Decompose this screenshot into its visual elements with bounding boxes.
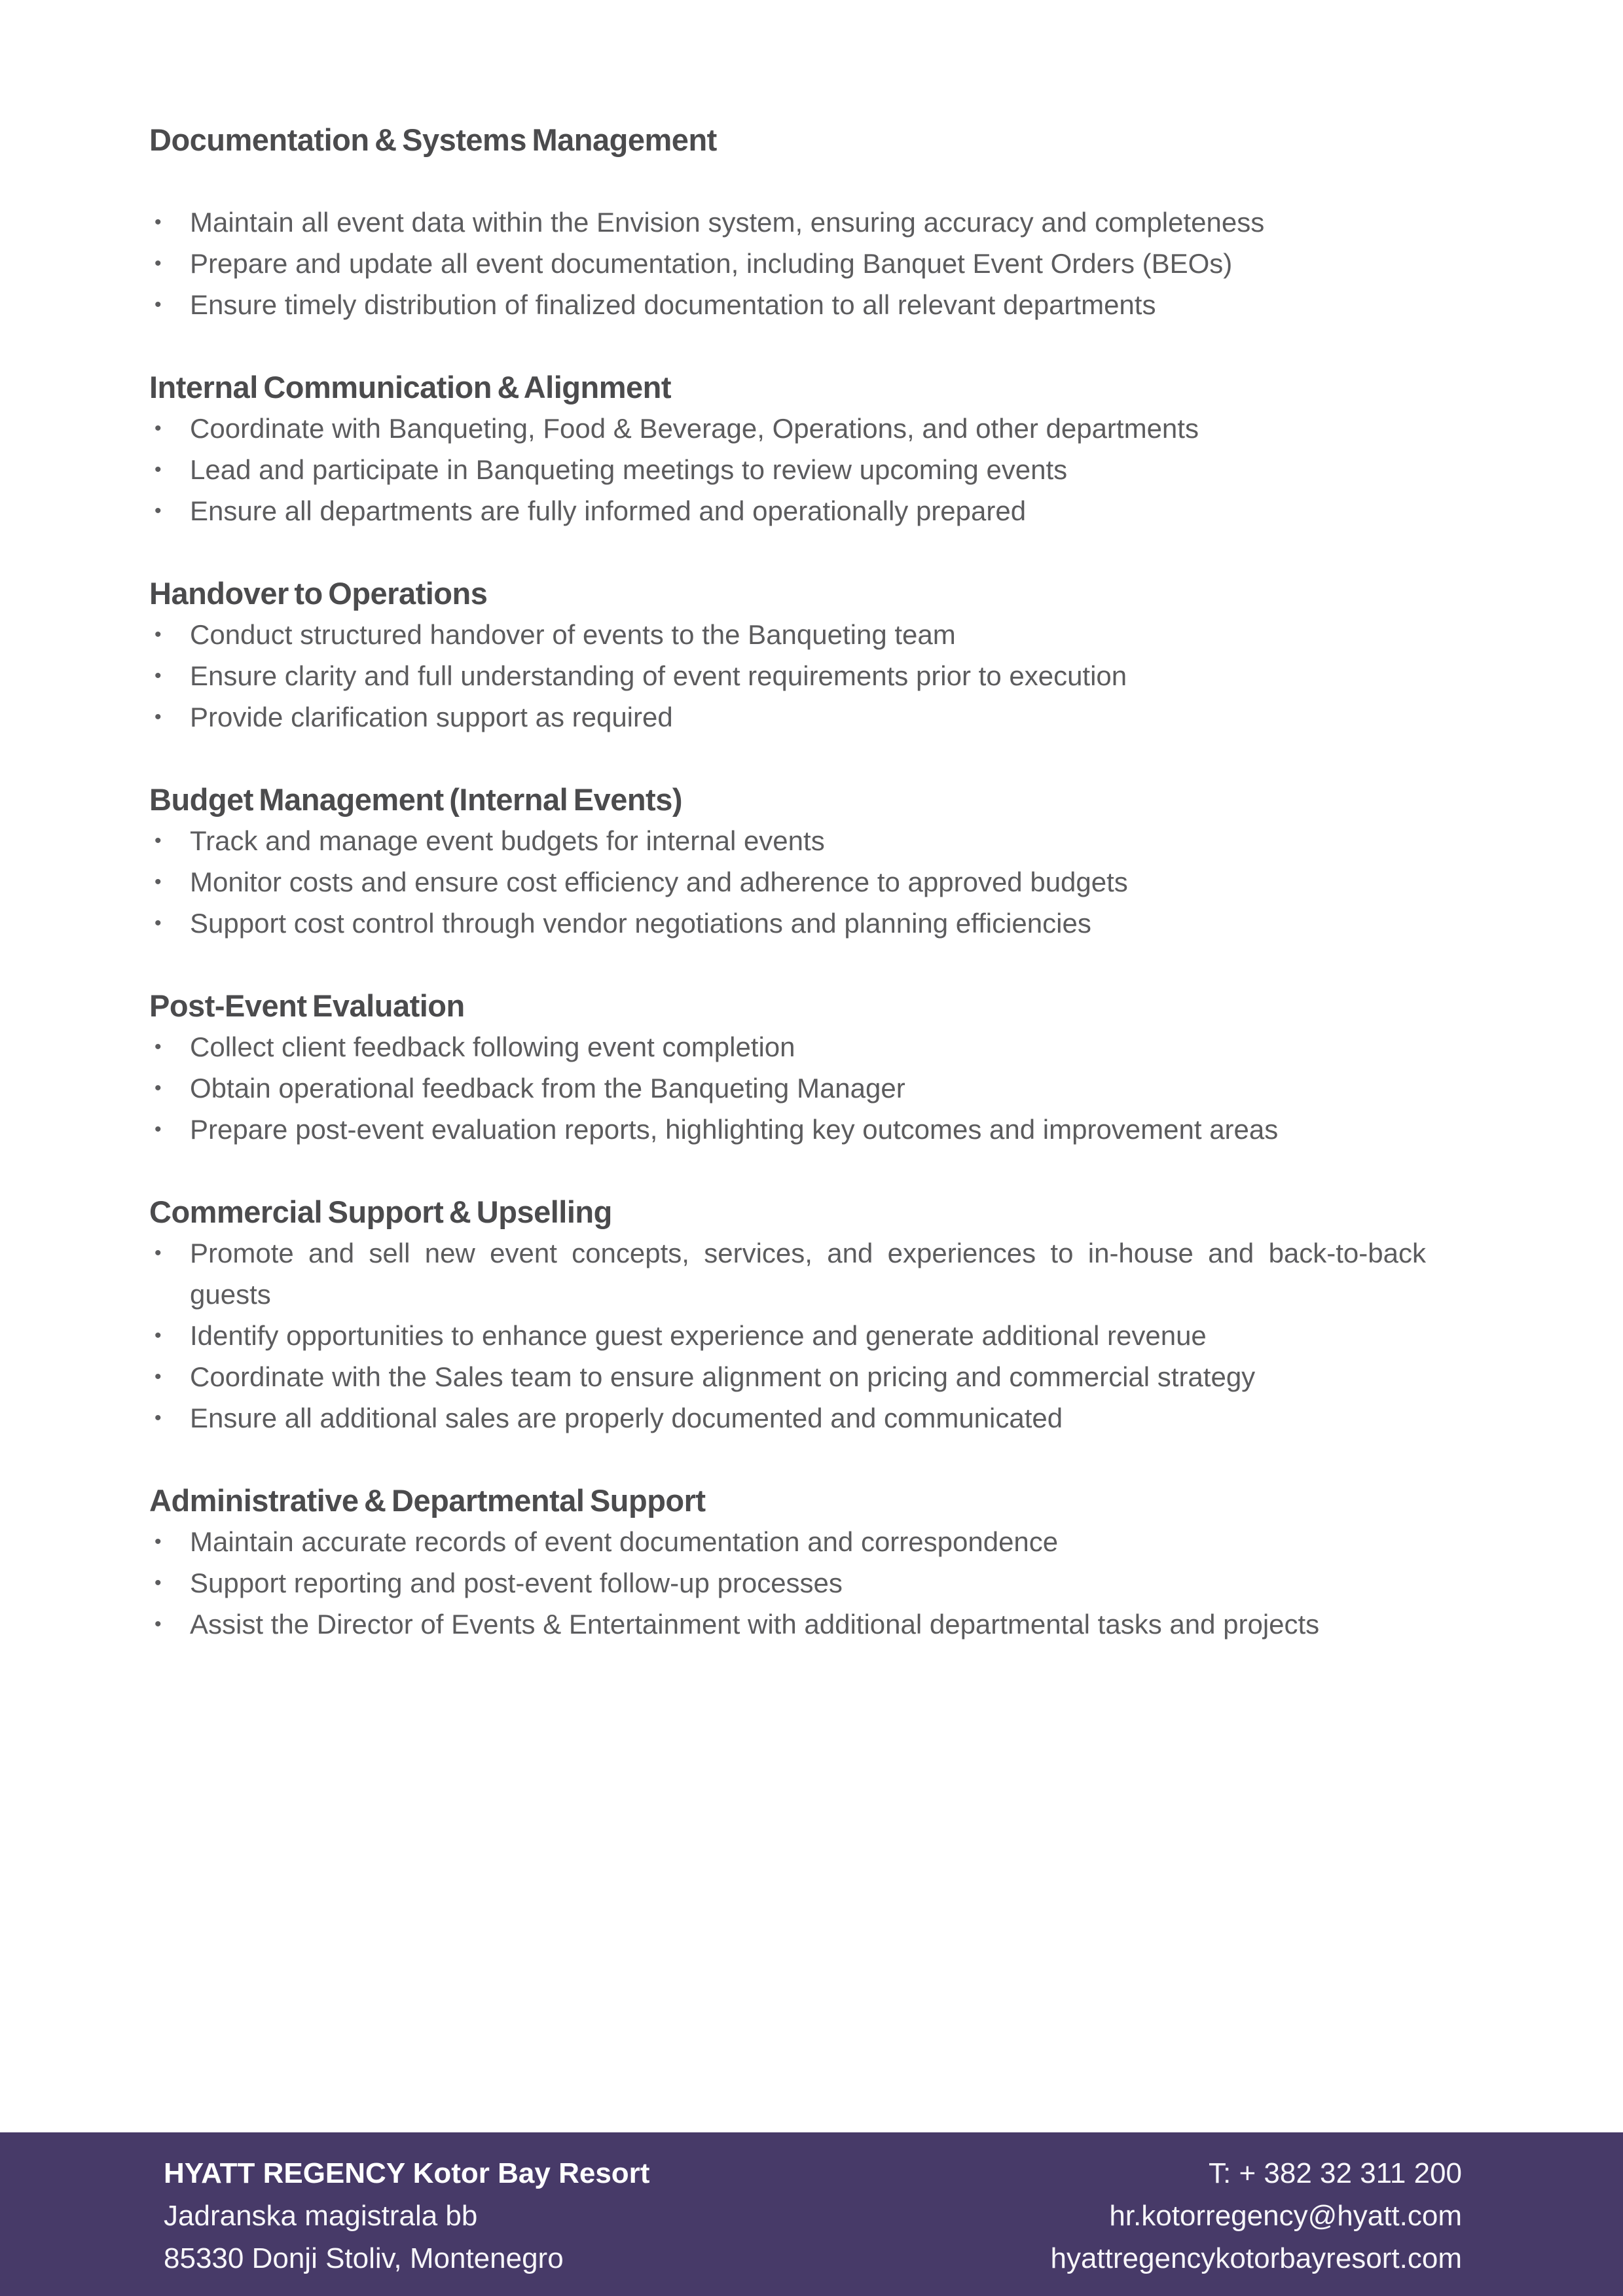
bullet-item bbox=[149, 1397, 1426, 1439]
section bbox=[149, 985, 1426, 1150]
address-line-2: 85330 Donji Stoliv, Montenegro bbox=[164, 2242, 564, 2274]
bullet-text: Ensure timely distribution of finalized documentation to all relevant departments bbox=[190, 289, 1156, 320]
bullet-dot-icon bbox=[149, 614, 190, 655]
bullet-text: Prepare and update all event documentation, including Banquet Event Orders (BEOs) bbox=[190, 248, 1233, 279]
bullet-dot-icon bbox=[149, 1026, 190, 1067]
bullet-item bbox=[149, 1356, 1426, 1397]
bullet-dot-icon bbox=[149, 1562, 190, 1604]
bullet-text: Collect client feedback following event completion bbox=[190, 1031, 795, 1062]
bullet-dot-icon bbox=[149, 490, 190, 531]
bullet-text: Identify opportunities to enhance guest experience and generate additional revenue bbox=[190, 1320, 1207, 1351]
footer-contact-block bbox=[1050, 2152, 1462, 2280]
bullet-item bbox=[149, 1232, 1426, 1315]
bullet-item bbox=[149, 1109, 1426, 1150]
bullet-item bbox=[149, 820, 1426, 861]
bullet-item bbox=[149, 1521, 1426, 1562]
bullet-dot-icon bbox=[149, 1109, 190, 1150]
document-body bbox=[149, 119, 1426, 1645]
bullet-item bbox=[149, 1067, 1426, 1109]
bullet-text: Prepare post-event evaluation reports, highlighting key outcomes and improvement areas bbox=[190, 1114, 1279, 1145]
bullet-item bbox=[149, 243, 1426, 284]
section-title: Commercial Support & Upselling bbox=[149, 1194, 612, 1229]
bullet-text: Monitor costs and ensure cost efficiency and adherence to approved budgets bbox=[190, 867, 1128, 897]
bullet-dot-icon bbox=[149, 1067, 190, 1109]
bullet-item bbox=[149, 861, 1426, 903]
bullet-text: Support reporting and post-event follow-up processes bbox=[190, 1568, 843, 1598]
section-title: Post-Event Evaluation bbox=[149, 988, 465, 1023]
bullet-list bbox=[149, 1521, 1426, 1645]
bullet-item bbox=[149, 903, 1426, 944]
bullet-item bbox=[149, 449, 1426, 490]
section bbox=[149, 119, 1426, 325]
bullet-list bbox=[149, 614, 1426, 738]
bullet-item bbox=[149, 1026, 1426, 1067]
footer-email: hr.kotorregency@hyatt.com bbox=[1109, 2200, 1462, 2232]
bullet-text: Track and manage event budgets for internal events bbox=[190, 825, 825, 856]
bullet-dot-icon bbox=[149, 243, 190, 284]
footer-phone: T: + 382 32 311 200 bbox=[1209, 2157, 1462, 2189]
bullet-dot-icon bbox=[149, 1315, 190, 1356]
bullet-text: Lead and participate in Banqueting meetings to review upcoming events bbox=[190, 454, 1068, 485]
section-title: Administrative & Departmental Support bbox=[149, 1483, 706, 1518]
bullet-text: Promote and sell new event concepts, services, and experiences to in-house and back-to-back guests bbox=[190, 1238, 1426, 1310]
bullet-dot-icon bbox=[149, 1397, 190, 1439]
address-line-1: Jadranska magistrala bb bbox=[164, 2200, 478, 2232]
bullet-item bbox=[149, 202, 1426, 243]
bullet-text: Provide clarification support as required bbox=[190, 702, 673, 732]
section bbox=[149, 779, 1426, 944]
section bbox=[149, 367, 1426, 531]
hotel-name: HYATT REGENCY Kotor Bay Resort bbox=[164, 2157, 650, 2189]
section-title: Internal Communication & Alignment bbox=[149, 370, 672, 404]
bullet-dot-icon bbox=[149, 1604, 190, 1645]
footer-website: hyattregencykotorbayresort.com bbox=[1050, 2242, 1462, 2274]
bullet-text: Ensure clarity and full understanding of event requirements prior to execution bbox=[190, 660, 1127, 691]
bullet-dot-icon bbox=[149, 696, 190, 738]
bullet-list bbox=[149, 1232, 1426, 1439]
section bbox=[149, 1191, 1426, 1439]
bullet-dot-icon bbox=[149, 820, 190, 861]
bullet-dot-icon bbox=[149, 861, 190, 903]
bullet-list bbox=[149, 1026, 1426, 1150]
bullet-item bbox=[149, 1562, 1426, 1604]
bullet-item bbox=[149, 408, 1426, 449]
section bbox=[149, 1480, 1426, 1645]
footer-content bbox=[0, 2132, 1623, 2280]
bullet-text: Obtain operational feedback from the Banqueting Manager bbox=[190, 1073, 905, 1103]
section-title: Documentation & Systems Management bbox=[149, 122, 717, 157]
footer-band bbox=[0, 2132, 1623, 2296]
section-title: Handover to Operations bbox=[149, 576, 488, 611]
bullet-item bbox=[149, 696, 1426, 738]
bullet-list bbox=[149, 408, 1426, 531]
bullet-text: Maintain all event data within the Envision system, ensuring accuracy and completeness bbox=[190, 207, 1265, 238]
bullet-item bbox=[149, 284, 1426, 325]
bullet-item bbox=[149, 655, 1426, 696]
bullet-text: Coordinate with Banqueting, Food & Beverage, Operations, and other departments bbox=[190, 413, 1199, 444]
bullet-item bbox=[149, 1604, 1426, 1645]
bullet-dot-icon bbox=[149, 903, 190, 944]
bullet-list bbox=[149, 202, 1426, 325]
bullet-dot-icon bbox=[149, 202, 190, 243]
bullet-text: Conduct structured handover of events to the Banqueting team bbox=[190, 619, 956, 650]
bullet-dot-icon bbox=[149, 1356, 190, 1397]
bullet-item bbox=[149, 490, 1426, 531]
bullet-item bbox=[149, 1315, 1426, 1356]
bullet-dot-icon bbox=[149, 655, 190, 696]
bullet-text: Ensure all departments are fully informed and operationally prepared bbox=[190, 495, 1027, 526]
bullet-text: Coordinate with the Sales team to ensure alignment on pricing and commercial strategy bbox=[190, 1361, 1256, 1392]
bullet-text: Maintain accurate records of event documentation and correspondence bbox=[190, 1526, 1059, 1557]
section-title: Budget Management (Internal Events) bbox=[149, 782, 682, 817]
bullet-dot-icon bbox=[149, 284, 190, 325]
bullet-text: Assist the Director of Events & Entertainment with additional departmental tasks and projects bbox=[190, 1609, 1320, 1640]
bullet-item bbox=[149, 614, 1426, 655]
bullet-dot-icon bbox=[149, 408, 190, 449]
section bbox=[149, 573, 1426, 738]
bullet-dot-icon bbox=[149, 1232, 190, 1274]
bullet-dot-icon bbox=[149, 449, 190, 490]
bullet-text: Support cost control through vendor negotiations and planning efficiencies bbox=[190, 908, 1091, 939]
footer-address-block bbox=[164, 2152, 649, 2280]
bullet-dot-icon bbox=[149, 1521, 190, 1562]
bullet-list bbox=[149, 820, 1426, 944]
bullet-text: Ensure all additional sales are properly documented and communicated bbox=[190, 1403, 1063, 1433]
